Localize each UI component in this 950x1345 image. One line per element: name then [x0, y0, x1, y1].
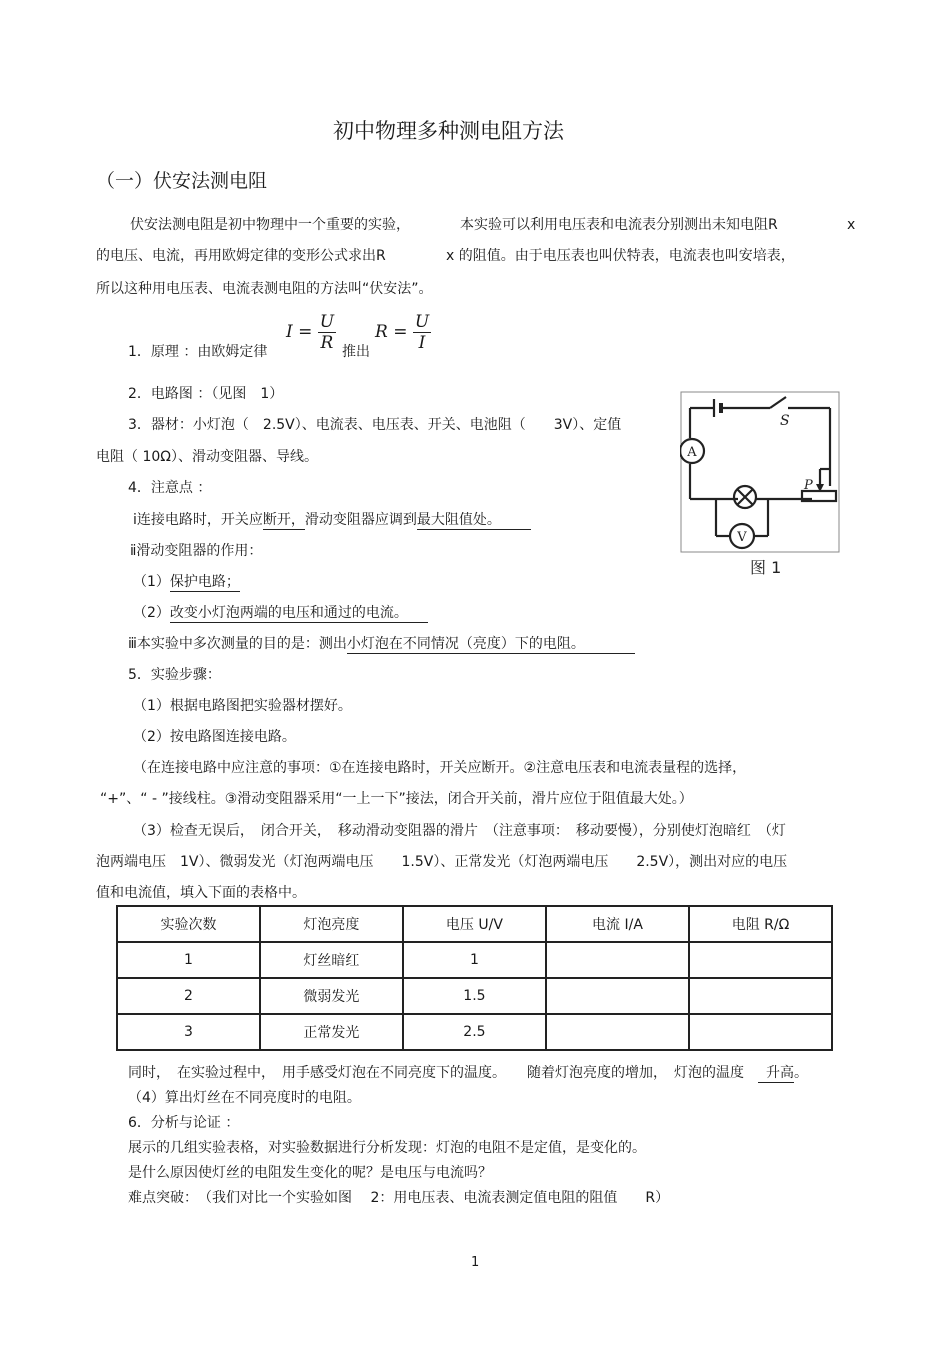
note-ii-2 — [133, 603, 428, 623]
table-row — [117, 978, 832, 1014]
switch-lever — [770, 397, 786, 408]
analysis-heading: 6．分析与论证 ： — [128, 1115, 240, 1131]
table-cell: 3 — [117, 1014, 260, 1050]
ammeter-label: A — [687, 445, 697, 460]
table-cell: 微弱发光 — [260, 978, 403, 1014]
note-ii-1-answer: 保护电路； — [169, 574, 240, 590]
intro-line-1b: 本实验可以利用电压表和电流表分别测出未知电阻R — [460, 217, 778, 233]
formula-denominator: I — [418, 333, 426, 353]
analysis-p3: 难点突破： （我们对比一个实验如图 2：用电压表、电流表测定值电阻的阻值 R） — [128, 1190, 670, 1206]
table-cell — [689, 1014, 832, 1050]
note-iii — [128, 634, 635, 654]
intro-line-1c: x — [847, 217, 856, 233]
intro-line-2a: 的电压、电流，再用欧姆定律的变形公式求出R — [96, 248, 386, 264]
intro-line-1a: 伏安法测电阻是初中物理中一个重要的实验， — [130, 217, 410, 233]
after-line-1-text: 同时， 在实验过程中， 用手感受灯泡在不同亮度下的温度。 随着灯泡亮度的增加， 灯泡的温度 — [128, 1065, 758, 1081]
note-iii-answer: 小灯泡在不同情况（亮度）下的电阻。 — [347, 636, 635, 654]
analysis-p2: 是什么原因使灯丝的电阻发生变化的呢？是电压与电流吗？ — [128, 1165, 492, 1181]
equipment-line-1: 3．器材：小灯泡（ 2.5V）、电流表、电压表、开关、电池阻（ 3V）、定值 — [128, 417, 622, 433]
after-line-1 — [128, 1063, 808, 1083]
step-1: （1）根据电路图把实验器材摆好。 — [133, 698, 352, 714]
figure-border — [681, 392, 839, 552]
table-header-cell: 电流 I/A — [546, 906, 689, 942]
note-ii-1-prefix: （1） — [133, 574, 170, 590]
table-row — [117, 1014, 832, 1050]
table-header-cell: 灯泡亮度 — [260, 906, 403, 942]
note-i-text: ⅰ连接电路时，开关应 — [133, 512, 263, 528]
principle-derive: 推出 — [342, 344, 370, 360]
table-header-cell: 电阻 R/Ω — [689, 906, 832, 942]
formula-numerator: U — [414, 312, 430, 332]
table-cell — [546, 942, 689, 978]
figure-caption: 图 1 — [750, 558, 782, 577]
step-4: （4）算出灯丝在不同亮度时的电阻。 — [128, 1090, 361, 1106]
page-number: 1 — [471, 1255, 480, 1270]
notes-heading: 4．注意点 ： — [128, 480, 212, 496]
formula-fraction — [318, 312, 336, 353]
table-cell — [546, 1014, 689, 1050]
formula-resistance — [375, 312, 431, 353]
voltmeter-label: V — [737, 530, 747, 545]
table-header-cell: 实验次数 — [117, 906, 260, 942]
table-cell: 2.5 — [403, 1014, 546, 1050]
step-note-1: （在连接电路中应注意的事项：①在连接电路时，开关应断开。②注意电压表和电流表量程的选择， — [133, 760, 747, 776]
circuit-diagram — [680, 391, 842, 579]
step-3-line-3: 值和电流值，填入下面的表格中。 — [96, 885, 306, 901]
note-i-answer-1: 断开， — [262, 512, 305, 528]
note-i-text-2: 滑动变阻器应调到 — [304, 512, 417, 528]
switch-label: S — [780, 413, 790, 429]
circuit-item: 2．电路图 ：（见图 1） — [128, 386, 284, 402]
table-cell — [546, 978, 689, 1014]
after-line-1-answer: 升高 — [758, 1065, 794, 1083]
formula-ohm-law — [286, 312, 336, 353]
table-cell: 灯丝暗红 — [260, 942, 403, 978]
principle-label: 1．原理 ：由欧姆定律 — [128, 344, 268, 360]
steps-heading: 5．实验步骤： — [128, 667, 221, 683]
results-table — [116, 905, 833, 1051]
formula-lhs: I = — [286, 322, 313, 342]
formula-numerator: U — [319, 312, 335, 332]
slider-label: P — [804, 478, 813, 493]
table-cell: 1 — [117, 942, 260, 978]
table-cell: 1.5 — [403, 978, 546, 1014]
after-line-1-end: 。 — [794, 1065, 808, 1081]
note-i-answer-2: 最大阻值处。 — [417, 512, 531, 530]
table-header-cell: 电压 U/V — [403, 906, 546, 942]
note-ii-2-prefix: （2） — [133, 605, 170, 621]
note-ii-2-answer: 改变小灯泡两端的电压和通过的电流。 — [170, 605, 428, 623]
intro-line-2b: x 的阻值。由于电压表也叫伏特表，电流表也叫安培表， — [446, 248, 795, 264]
formula-lhs: R = — [375, 322, 408, 342]
section-heading: （一）伏安法测电阻 — [96, 170, 268, 192]
note-iii-text: ⅲ本实验中多次测量的目的是：测出 — [128, 636, 347, 652]
note-ii: ⅱ滑动变阻器的作用： — [130, 543, 263, 559]
step-note-2: “+”、“ - ”接线柱。③滑动变阻器采用“一上一下”接法，闭合开关前，滑片应位于阻值最大处。） — [100, 791, 693, 807]
table-cell — [689, 942, 832, 978]
note-ii-1 — [133, 572, 240, 592]
intro-line-3: 所以这种用电压表、电流表测电阻的方法叫“伏安法”。 — [96, 281, 433, 297]
table-header-row — [117, 906, 832, 942]
table-cell: 正常发光 — [260, 1014, 403, 1050]
step-3-line-2: 泡两端电压 1V）、微弱发光（灯泡两端电压 1.5V）、正常发光（灯泡两端电压 2.5V），测出对应的电压 — [96, 854, 788, 870]
table-cell: 2 — [117, 978, 260, 1014]
formula-denominator: R — [320, 333, 334, 353]
page-title: 初中物理多种测电阻方法 — [333, 119, 564, 143]
equipment-line-2: 电阻（ 10Ω）、滑动变阻器、导线。 — [96, 449, 318, 465]
table-row — [117, 942, 832, 978]
table-cell — [689, 978, 832, 1014]
analysis-p1: 展示的几组实验表格，对实验数据进行分析发现：灯泡的电阻不是定值，是变化的。 — [128, 1140, 646, 1156]
formula-fraction — [413, 312, 431, 353]
step-3-line-1: （3）检查无误后， 闭合开关， 移动滑动变阻器的滑片 （注意事项： 移动要慢），分别使灯泡暗红 （灯 — [133, 823, 786, 839]
note-i — [133, 510, 531, 530]
table-cell: 1 — [403, 942, 546, 978]
step-2: （2）按电路图连接电路。 — [133, 729, 296, 745]
